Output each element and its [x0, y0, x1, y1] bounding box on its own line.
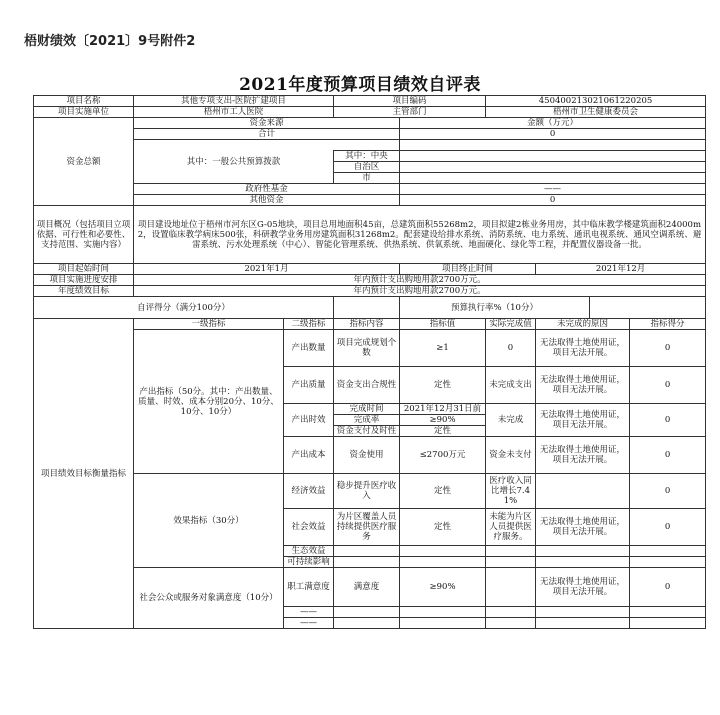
col-header-content: 指标内容	[334, 319, 400, 330]
quality-content: 资金支出合规性	[334, 367, 400, 404]
economic-score: 0	[630, 474, 706, 509]
label-self-score: 自评得分（满分100分）	[34, 297, 334, 319]
label-annual-goal: 年度绩效目标	[34, 286, 134, 297]
quality-reason: 无法取得土地使用证，项目无法开展。	[536, 367, 630, 404]
timeliness-value-1: 2021年12月31日前	[400, 404, 486, 415]
quality-actual: 未完成支出	[486, 367, 536, 404]
table-row	[34, 140, 706, 151]
overview-value: 项目建设地址位于梧州市河东区G-05地块，项目总用地面积45亩，总建筑面积55268m2，项目拟建2栋业务用房，其中临床教学楼建筑面积24000m2，设置临床教学病床500张，科研教学业务用房建筑面积31268m2。配套建设给排水系统、消防系统、电力系统、通讯电视系统、通风空调系统、避雷系统、污水处理系统（中心）、智能化管理系统、供热系统、供氧系统、地面硬化、绿化等工程，并配置仪器设备一批。	[134, 206, 706, 264]
eco-l2: 生态效益	[284, 546, 334, 557]
table-row	[34, 96, 706, 107]
label-other-funds: 其他资金	[134, 195, 400, 206]
project-name-value: 其他专项支出-医院扩建项目	[134, 96, 334, 107]
cost-score: 0	[630, 437, 706, 474]
table-row	[34, 330, 706, 367]
label-target: 项目绩效目标衡量指标	[34, 319, 134, 629]
qty-value: ≥1	[400, 330, 486, 367]
satisfaction-reason: 无法取得土地使用证，项目无法开展。	[536, 568, 630, 607]
social-content: 为片区覆盖人员持续提供医疗服务	[334, 509, 400, 546]
col-header-level1: 一级指标	[134, 319, 284, 330]
timeliness-actual: 未完成	[486, 404, 536, 437]
qty-actual: 0	[486, 330, 536, 367]
table-row	[34, 319, 706, 330]
table-row	[34, 568, 706, 607]
timeliness-value-2: ≥90%	[400, 415, 486, 426]
output-indicator: 产出指标（50分。其中：产出数量、质量、时效、成本分别20分、10分、10分、10分）	[134, 330, 284, 474]
table-row	[34, 474, 706, 509]
social-reason: 无法取得土地使用证，项目无法开展。	[536, 509, 630, 546]
label-start-time: 项目起始时间	[34, 264, 134, 275]
satisfaction-l2: 职工满意度	[284, 568, 334, 607]
other-funds-value: 0	[400, 195, 706, 206]
annual-goal-value: 年内预计支出购地用款2700万元。	[134, 286, 706, 297]
table-row	[34, 206, 706, 264]
cost-value: ≤2700万元	[400, 437, 486, 474]
satisfaction-score: 0	[630, 568, 706, 607]
col-header-score: 指标得分	[630, 319, 706, 330]
economic-actual: 医疗收入同比增长7.41%	[486, 474, 536, 509]
label-central: 其中：中央	[334, 151, 400, 162]
quality-score: 0	[630, 367, 706, 404]
quality-l2: 产出质量	[284, 367, 334, 404]
document-header: 梧财绩效〔2021〕9号附件2	[24, 34, 196, 49]
timeliness-score: 0	[630, 404, 706, 437]
table-row	[34, 118, 706, 129]
label-project-code: 项目编码	[334, 96, 486, 107]
timeliness-value-3: 定性	[400, 426, 486, 437]
label-funding-source: 资金来源	[134, 118, 400, 129]
cost-actual: 资金未支付	[486, 437, 536, 474]
start-time-value: 2021年1月	[134, 264, 400, 275]
col-header-value: 指标值	[400, 319, 486, 330]
document-title: 2021年度预算项目绩效自评表	[239, 75, 481, 95]
project-code-value: 450400213021061220205	[486, 96, 706, 107]
label-city: 市	[334, 173, 400, 184]
timeliness-reason: 无法取得土地使用证，项目无法开展。	[536, 404, 630, 437]
performance-table	[33, 95, 706, 629]
label-end-time: 项目终止时间	[400, 264, 536, 275]
col-header-level2: 二级指标	[284, 319, 334, 330]
label-overview: 项目概况（包括项目立项依据、可行性和必要性、支持范围、实施内容）	[34, 206, 134, 264]
table-row	[34, 195, 706, 206]
table-row	[34, 297, 706, 319]
satisfaction-dash-1: ——	[284, 607, 334, 618]
table-row	[34, 184, 706, 195]
cost-l2: 产出成本	[284, 437, 334, 474]
cost-reason: 无法取得土地使用证，项目无法开展。	[536, 437, 630, 474]
supervisor-value: 梧州市卫生健康委员会	[486, 107, 706, 118]
table-row	[34, 107, 706, 118]
qty-reason: 无法取得土地使用证，项目无法开展。	[536, 330, 630, 367]
economic-value: 定性	[400, 474, 486, 509]
economic-l2: 经济效益	[284, 474, 334, 509]
label-gov-fund: 政府性基金	[134, 184, 400, 195]
satisfaction-content: 满意度	[334, 568, 400, 607]
label-region: 自治区	[334, 162, 400, 173]
timeliness-l2: 产出时效	[284, 404, 334, 437]
social-score: 0	[630, 509, 706, 546]
timeliness-content-1: 完成时间	[334, 404, 400, 415]
table-row	[34, 264, 706, 275]
qty-score: 0	[630, 330, 706, 367]
timeliness-content-2: 完成率	[334, 415, 400, 426]
qty-content: 项目完成规划个数	[334, 330, 400, 367]
label-total: 合计	[134, 129, 400, 140]
label-total-funds: 资金总额	[34, 118, 134, 206]
satisfaction-indicator: 社会公众或服务对象满意度（10分）	[134, 568, 284, 629]
total-amount: 0	[400, 129, 706, 140]
label-supervisor: 主管部门	[334, 107, 486, 118]
social-actual: 未能为片区人员提供医疗服务。	[486, 509, 536, 546]
label-progress: 项目实施进度安排	[34, 275, 134, 286]
quality-value: 定性	[400, 367, 486, 404]
label-exec-rate: 预算执行率%（10分）	[400, 297, 590, 319]
label-amount: 金额（万元）	[400, 118, 706, 129]
gov-fund-value: ——	[400, 184, 706, 195]
table-row	[34, 129, 706, 140]
timeliness-content-3: 资金支付及时性	[334, 426, 400, 437]
social-l2: 社会效益	[284, 509, 334, 546]
satisfaction-dash-2: ——	[284, 618, 334, 629]
col-header-actual: 实际完成值	[486, 319, 536, 330]
table-row	[34, 275, 706, 286]
economic-content: 稳步提升医疗收入	[334, 474, 400, 509]
cost-content: 资金使用	[334, 437, 400, 474]
effect-indicator: 效果指标（30分）	[134, 474, 284, 568]
table-row	[34, 286, 706, 297]
social-value: 定性	[400, 509, 486, 546]
satisfaction-value: ≥90%	[400, 568, 486, 607]
impl-unit-value: 梧州市工人医院	[134, 107, 334, 118]
label-general-budget: 其中：一般公共预算拨款	[134, 140, 334, 184]
sustain-l2: 可持续影响	[284, 557, 334, 568]
end-time-value: 2021年12月	[536, 264, 706, 275]
col-header-reason: 未完成的原因	[536, 319, 630, 330]
qty-l2: 产出数量	[284, 330, 334, 367]
progress-value: 年内预计支出购地用款2700万元。	[134, 275, 706, 286]
label-project-name: 项目名称	[34, 96, 134, 107]
label-impl-unit: 项目实施单位	[34, 107, 134, 118]
